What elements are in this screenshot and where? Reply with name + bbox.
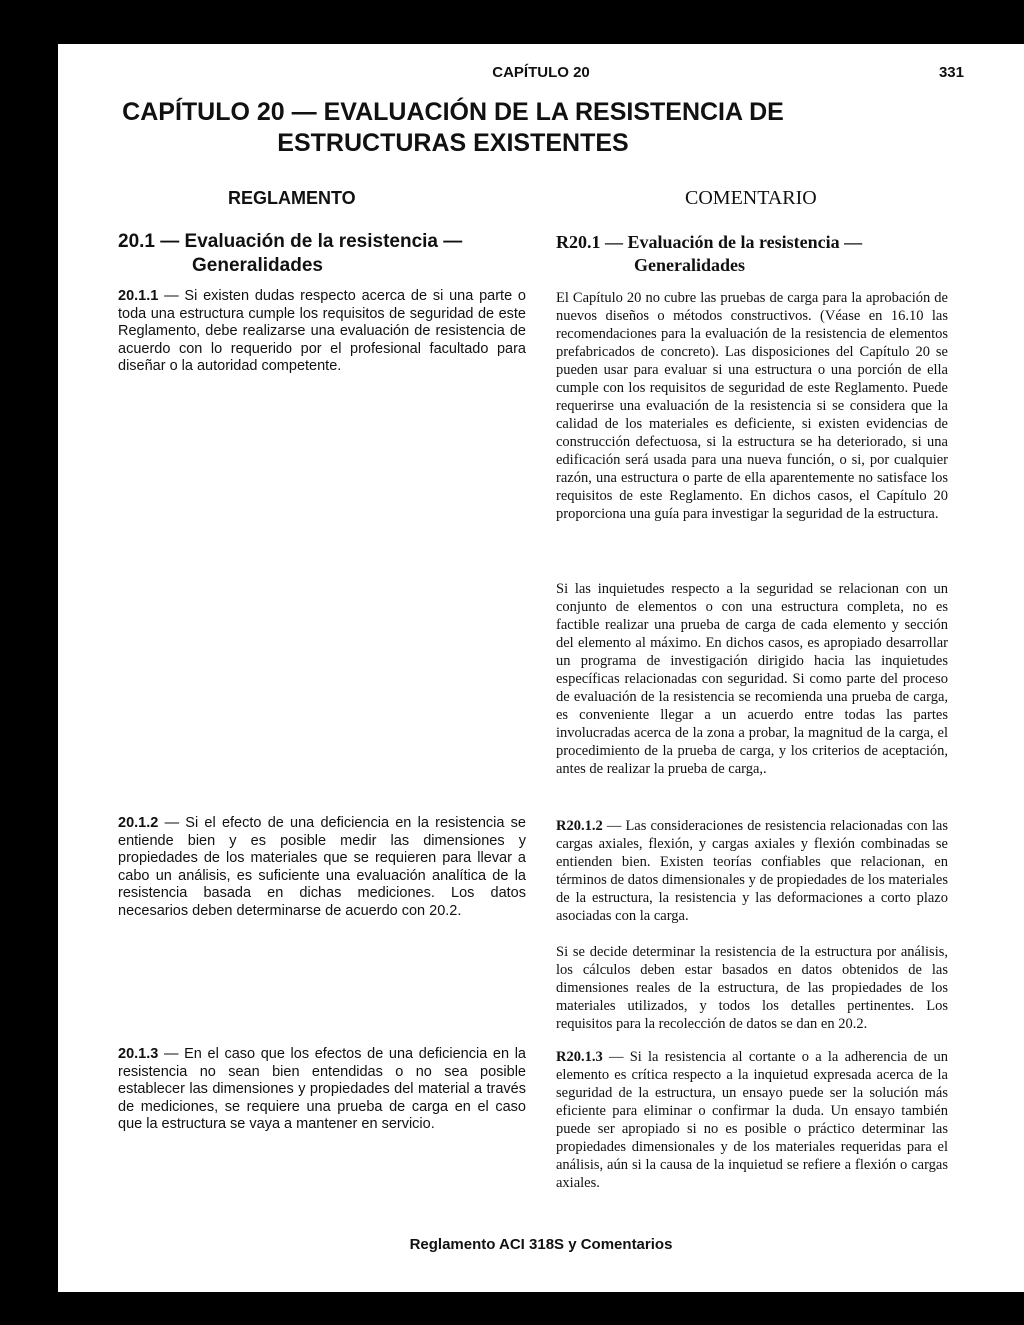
paragraph-number: R20.1.3 bbox=[556, 1049, 603, 1065]
chapter-title-line2: ESTRUCTURAS EXISTENTES bbox=[277, 129, 629, 157]
paragraph-number: 20.1.1 bbox=[118, 288, 159, 304]
paragraph-number: 20.1.3 bbox=[118, 1046, 159, 1062]
reglamento-paragraph-20-1-3 bbox=[118, 1046, 526, 1134]
reglamento-paragraph-20-1-1 bbox=[118, 288, 526, 376]
paragraph-text: — Si existen dudas respecto acerca de si una parte o toda una estructura cumple los requisitos de seguridad de este Reglamento, debe realizarse una evaluación de resistencia de acuerdo con lo requerido por el profesional facultado para diseñar o la autoridad competente. bbox=[118, 288, 526, 375]
paragraph-text: — En el caso que los efectos de una deficiencia en la resistencia no sean bien entendidas o no sea posible establecer las dimensiones y propiedades del material a través de mediciones, se requiere una prueba de carga en el caso que la estructura se vaya a mantener en servicio. bbox=[118, 1046, 526, 1133]
reglamento-paragraph-20-1-2 bbox=[118, 815, 526, 921]
comentario-paragraph-r20-1-2 bbox=[556, 817, 948, 925]
comentario-paragraph-4: Si se decide determinar la resistencia de la estructura por análisis, los cálculos deben estar basados en datos obtenidos de las dimensiones reales de la estructura, de las propiedades de los materiales utilizados, y todos los detalles pertinentes. Los requisitos para la recolección de datos se dan en 20.2. bbox=[556, 944, 948, 1032]
reglamento-section-line2: Generalidades bbox=[192, 255, 323, 276]
reglamento-section-title bbox=[118, 230, 538, 278]
page-footer: Reglamento ACI 318S y Comentarios bbox=[409, 1236, 673, 1253]
paragraph-text: — Si la resistencia al cortante o a la adherencia de un elemento es crítica respecto a la inquietud expresada acerca de la seguridad de la estructura, un ensayo puede ser la solución más eficiente para eliminar o confirmar la duda. Un ensayo también puede ser apropiado si no es posible o práctico determinar las propiedades dimensionales y de los materiales requeridas para el análisis, aún si la causa de la inquietud se refiere a flexión o cargas axiales. bbox=[556, 1049, 948, 1191]
chapter-title-line1: CAPÍTULO 20 — EVALUACIÓN DE LA RESISTENCIA DE bbox=[122, 98, 784, 126]
paragraph-number: 20.1.2 bbox=[118, 815, 159, 831]
chapter-title bbox=[58, 97, 848, 159]
paragraph-text: — Si el efecto de una deficiencia en la resistencia se entiende bien y es posible medir las dimensiones y propiedades de los materiales que se requieren para llevar a cabo un análisis, es suficiente una evaluación analítica de la resistencia basada en dichas mediciones. Los datos necesarios deben determinarse de acuerdo con 20.2. bbox=[118, 815, 526, 919]
page-number: 331 bbox=[938, 64, 964, 81]
comentario-heading: COMENTARIO bbox=[685, 187, 817, 209]
paragraph-number: R20.1.2 bbox=[556, 818, 603, 834]
reglamento-section-line1: 20.1 — Evaluación de la resistencia — bbox=[118, 231, 463, 252]
comentario-section-line1: R20.1 — Evaluación de la resistencia — bbox=[556, 232, 863, 252]
comentario-paragraph-r20-1-3 bbox=[556, 1048, 948, 1192]
running-title: CAPÍTULO 20 bbox=[492, 64, 590, 81]
comentario-section-line2: Generalidades bbox=[634, 255, 745, 275]
comentario-section-title bbox=[556, 231, 976, 277]
reglamento-heading: REGLAMENTO bbox=[228, 188, 356, 208]
document-page bbox=[58, 44, 1024, 1292]
comentario-paragraph-1: El Capítulo 20 no cubre las pruebas de carga para la aprobación de nuevos diseños o métodos constructivos. (Véase en 16.10 las recomendaciones para la evaluación de la resistencia de elementos prefabricados de concreto). Las disposiciones del Capítulo 20 se pueden usar para evaluar si una estructura o una porción de ella cumple con los requisitos de seguridad de este Reglamento. Puede requerirse una evaluación de la resistencia si se considera que la calidad de los materiales es deficiente, si existen evidencias de construcción defectuosa, si la estructura se ha deteriorado, si una edificación será usada para una nueva función, o si, por cualquier razón, una estructura o parte de ella aparentemente no satisface los requisitos de este Reglamento. En dichos casos, el Capítulo 20 proporciona una guía para investigar la seguridad de la estructura. bbox=[556, 290, 948, 522]
paragraph-text: — Las consideraciones de resistencia relacionadas con las cargas axiales, flexión, y cargas axiales y flexión combinadas se entienden bien. Existen teorías confiables que relacionan, en términos de datos dimensionales y de propiedades de los materiales de la estructura, la resistencia y las deformaciones a corto plazo asociadas con la carga. bbox=[556, 818, 948, 924]
comentario-paragraph-2: Si las inquietudes respecto a la seguridad se relacionan con un conjunto de elementos o con una estructura completa, no es factible realizar una prueba de carga de cada elemento y sección del elemento al máximo. En dichos casos, es apropiado desarrollar un programa de investigación dirigido hacia las inquietudes específicas relacionadas con seguridad. Si como parte del proceso de evaluación de la resistencia se recomienda una prueba de carga, es conveniente llegar a un acuerdo entre todas las partes involucradas acerca de la zona a probar, la magnitud de la carga, el procedimiento de la prueba de carga, y los criterios de aceptación, antes de realizar la prueba de carga,. bbox=[556, 581, 948, 777]
